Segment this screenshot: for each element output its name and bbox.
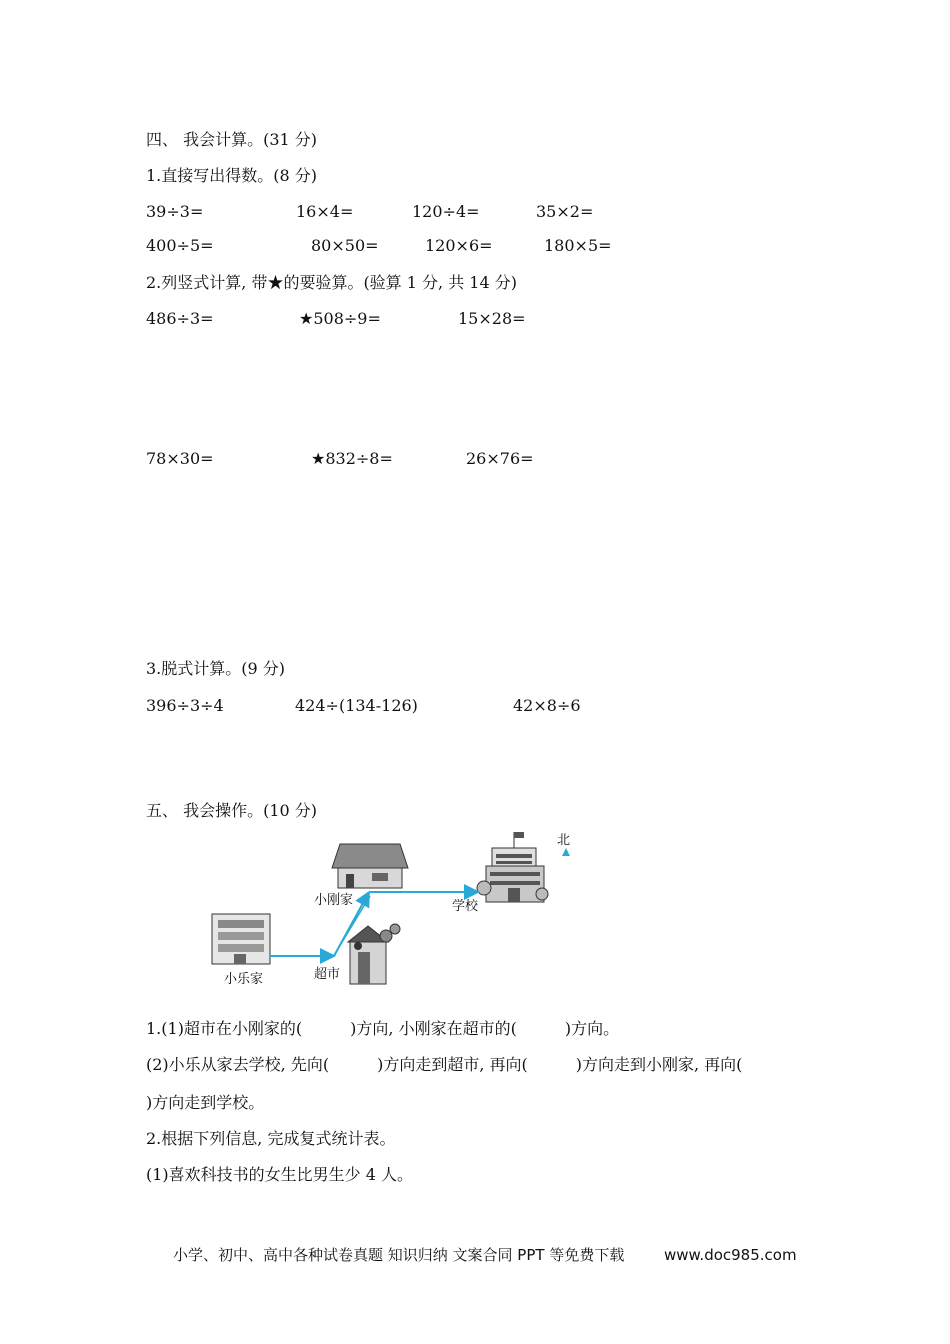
- vertical-calc-item: 15×28=: [458, 309, 526, 328]
- question-2-title: 2.列竖式计算, 带★的要验算。(验算 1 分, 共 14 分): [146, 273, 517, 292]
- vertical-calc-item: 486÷3=: [146, 309, 214, 328]
- question-3-title: 3.脱式计算。(9 分): [146, 659, 286, 678]
- apartment-icon: [212, 914, 270, 964]
- vertical-calc-item: ★508÷9=: [299, 309, 381, 328]
- question-2-stat-title: 2.根据下列信息, 完成复式统计表。: [146, 1129, 396, 1148]
- school-label: 学校: [452, 899, 479, 914]
- north-arrow-icon: [562, 848, 570, 856]
- school-icon: [477, 832, 548, 902]
- footer-text: 小学、初中、高中各种试卷真题 知识归纳 文案合同 PPT 等免费下载: [173, 1246, 625, 1264]
- calc-item: 400÷5=: [146, 236, 214, 255]
- question-1-title: 1.直接写出得数。(8 分): [146, 166, 318, 185]
- supermarket-icon: [348, 924, 400, 984]
- stepwise-calc-item: 424÷(134-126): [295, 696, 418, 715]
- stepwise-calc-item: 42×8÷6: [513, 696, 581, 715]
- stepwise-calc-item: 396÷3÷4: [146, 696, 224, 715]
- calc-item: 120÷4=: [412, 202, 480, 221]
- calc-item: 16×4=: [296, 202, 354, 221]
- stat-info-1: (1)喜欢科技书的女生比男生少 4 人。: [146, 1165, 414, 1184]
- direction-map: [200, 826, 600, 996]
- calc-item: 39÷3=: [146, 202, 204, 221]
- north-label: 北: [557, 833, 571, 848]
- section-4-title: 四、 我会计算。(31 分): [146, 130, 318, 149]
- footer-url: www.doc985.com: [664, 1246, 797, 1264]
- xiaogang-home-label: 小刚家: [314, 893, 354, 908]
- vertical-calc-item: 26×76=: [466, 449, 534, 468]
- calc-item: 35×2=: [536, 202, 594, 221]
- section-5-title: 五、 我会操作。(10 分): [146, 801, 318, 820]
- calc-item: 120×6=: [425, 236, 493, 255]
- supermarket-label: 超市: [314, 967, 341, 982]
- calc-item: 180×5=: [544, 236, 612, 255]
- calc-item: 80×50=: [311, 236, 379, 255]
- house-icon: [332, 844, 408, 888]
- vertical-calc-item: 78×30=: [146, 449, 214, 468]
- q1-part1: 1.(1)超市在小刚家的( )方向, 小刚家在超市的( )方向。: [146, 1019, 620, 1038]
- q1-part2-cont: )方向走到学校。: [146, 1093, 265, 1112]
- vertical-calc-item: ★832÷8=: [311, 449, 393, 468]
- q1-part2: (2)小乐从家去学校, 先向( )方向走到超市, 再向( )方向走到小刚家, 再向(: [146, 1055, 743, 1074]
- xiaole-home-label: 小乐家: [224, 972, 264, 987]
